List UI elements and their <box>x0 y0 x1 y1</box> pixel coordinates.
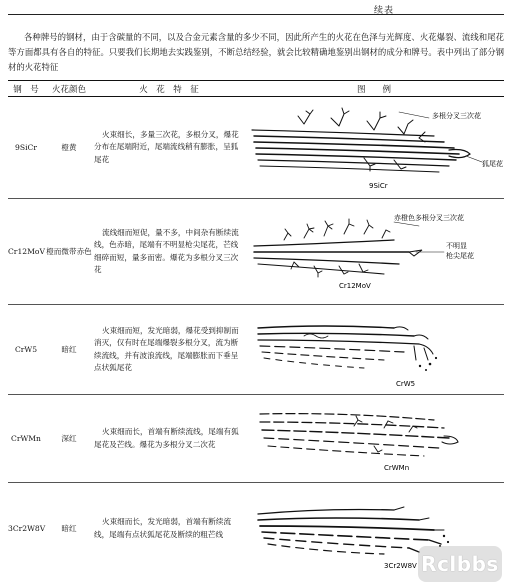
steel-grade: 9SiCr <box>8 97 44 199</box>
steel-grade: CrWMn <box>8 395 44 483</box>
header-continued: 续表 <box>373 6 394 16</box>
table-row <box>8 305 504 395</box>
figure-label: 9SiCr <box>369 181 388 190</box>
spark-color: 深红 <box>44 395 94 483</box>
header-spark-color: 火花颜色 <box>44 81 94 97</box>
table-row <box>8 97 504 199</box>
header-illustration: 图 例 <box>244 81 504 97</box>
annotation-red-orange-branch: 赤橙色多根分叉三次花 <box>394 213 464 222</box>
steel-grade: 3Cr2W8V <box>8 524 46 534</box>
spark-illustration <box>244 199 504 305</box>
watermark-logo: Rclbbs <box>418 546 502 582</box>
table-header-row <box>8 81 504 97</box>
spark-illustration <box>244 305 504 395</box>
spark-crw5-drawing <box>244 306 504 394</box>
table-row <box>8 199 504 305</box>
spark-illustration <box>244 395 504 483</box>
table-row <box>8 395 504 483</box>
steel-grade: Cr12MoV <box>8 199 44 305</box>
spark-color: 暗红 <box>61 524 77 534</box>
spark-feature: 火束细而长，首端有断续流线，尾端有狐尾花及芒线。爆花为多根分叉二次花 <box>94 395 244 483</box>
spark-crwmn-drawing <box>244 396 504 482</box>
annotation-multi-branch: 多根分叉三次花 <box>432 111 481 120</box>
spark-color: 暗红 <box>44 305 94 395</box>
header-steel-grade: 钢 号 <box>8 81 44 97</box>
spark-feature: 火束细而长，发光暗弱，首端有断续流线，尾端有点状狐尾花及断续的粗芒线 <box>94 517 232 539</box>
spark-illustration <box>244 97 504 199</box>
spark-feature: 流线细而短促，量不多，中间杂有断续流线，色赤暗，尾端有不明显枪尖尾花，芒线细碎而短，量多而密。爆花为多根分叉三次花 <box>94 199 244 305</box>
header-rule <box>8 14 504 15</box>
figure-label: 3Cr2W8V <box>384 561 417 570</box>
spark-features-table <box>8 80 504 575</box>
annotation-fox-tail: 狐尾花 <box>482 159 503 168</box>
spark-feature: 火束细长，多量三次花，多根分叉，爆花分布在尾端附近，尾端流线稍有膨胀，呈狐尾花 <box>94 97 244 199</box>
spark-color: 橙而微带赤色 <box>44 199 94 305</box>
figure-label: Cr12MoV <box>339 281 371 290</box>
steel-grade: CrW5 <box>8 305 44 395</box>
figure-label: CrW5 <box>396 379 416 388</box>
spark-cr12mov-drawing <box>244 200 504 304</box>
spark-9sicr-drawing <box>244 98 504 198</box>
annotation-lance-tail: 枪尖尾花 <box>446 251 474 260</box>
annotation-indistinct: 不明显 <box>446 241 467 250</box>
spark-color: 橙黄 <box>44 97 94 199</box>
spark-feature: 火束细而短，发光暗弱，爆花受到抑制而消灭，仅有时在尾端爆裂多根分叉，流为断续流线，并有波浪流线，尾端膨胀而下垂呈点状狐尾花 <box>94 305 244 395</box>
figure-label: CrWMn <box>384 463 410 472</box>
header-spark-feature: 火 花 特 征 <box>94 81 244 97</box>
intro-paragraph: 各种牌号的钢材，由于含碳量的不同，以及合金元素含量的多少不同，因此所产生的火花在色泽与光辉度、火花爆裂、流线和尾花等方面都具有各自的特征。只要我们长期地去实践鉴别，不断总结经验，就会比较精确地鉴别出钢材的成分和牌号。表中列出了部分钢材的火花特征 <box>8 32 504 73</box>
